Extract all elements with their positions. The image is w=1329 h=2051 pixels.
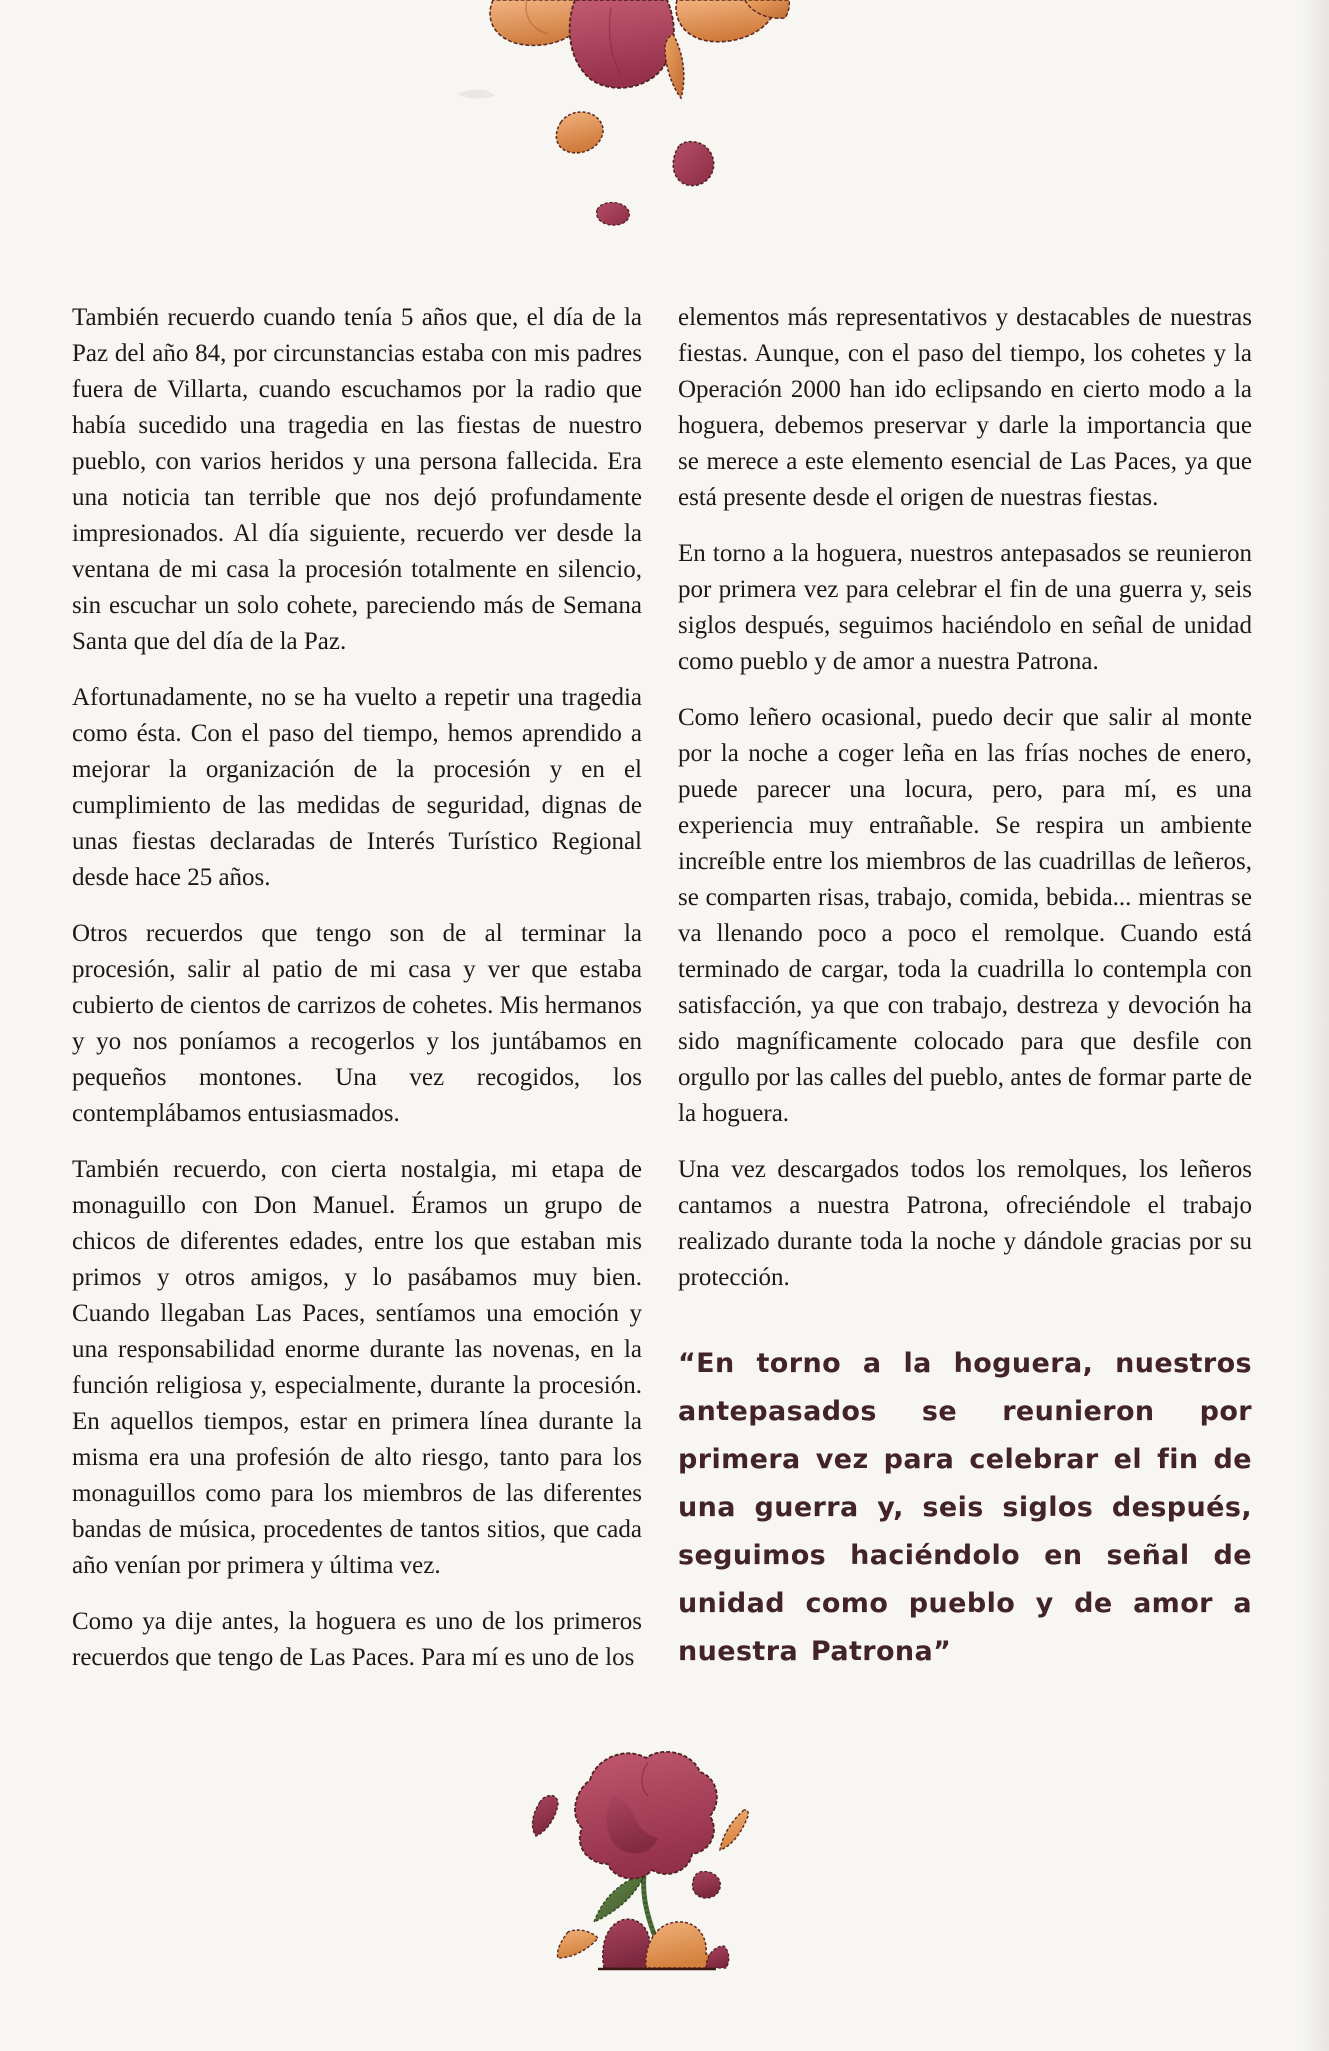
scan-edge-shadow [1301,0,1329,2051]
paragraph: También recuerdo cuando tenía 5 años que, el día de la Paz del año 84, por circunstancias estaba con mis padres fuera de Villarta, cuando escuchamos por la radio que había sucedido una tragedia en las fiestas de nuestro pueblo, con varios heridos y una persona fallecida. Era una noticia tan terrible que nos dejó profundamente impresionados. Al día siguiente, recuerdo ver desde la ventana de mi casa la procesión totalmente en silencio, sin escuchar un solo cohete, pareciendo más de Semana Santa que del día de la Paz. [72,304,642,655]
paragraph: También recuerdo, con cierta nostalgia, mi etapa de monaguillo con Don Manuel. Éramos un grupo de chicos de diferentes edades, entre los que estaban mis primos y otros amigos, y lo pasábamos muy bien. Cuando llegaban Las Paces, sentíamos una emoción y una responsabilidad enorme durante las novenas, en la función religiosa y, especialmente, durante la procesión. En aquellos tiempos, estar en primera línea durante la misma era una profesión de alto riesgo, tanto para los monaguillos como para los miembros de las diferentes bandas de música, procedentes de tantos sitios, que cada año venían por primera y última vez. [72,1156,642,1579]
paragraph: Como leñero ocasional, puedo decir que salir al monte por la noche a coger leña en las frías noches de enero, puede parecer una locura, pero, para mí, es una experiencia muy entrañable. Se respira un ambiente increíble entre los miembros de las cuadrillas de leñeros, se comparten risas, trabajo, comida, bebida... mientras se va llenando poco a poco el remolque. Cuando está terminado de cargar, toda la cuadrilla lo contempla con satisfacción, ya que con trabajo, destreza y devoción ha sido magníficamente colocado para que desfile con orgullo por las calles del pueblo, antes de formar parte de la hoguera. [678,704,1252,1127]
right-column [678,300,1252,1696]
paragraph: En torno a la hoguera, nuestros antepasados se reunieron por primera vez para celebrar el fin de una guerra y, seis siglos después, seguimos haciéndolo en señal de unidad como pueblo y de amor a nuestra Patrona. [678,540,1252,675]
paragraph: elementos más representativos y destacables de nuestras fiestas. Aunque, con el paso del tiempo, los cohetes y la Operación 2000 han ido eclipsando en cierto modo a la hoguera, debemos preservar y darle la importancia que se merece a este elemento esencial de Las Paces, ya que está presente desde el origen de nuestras fiestas. [678,304,1252,511]
bottom-flower-illustration [520,1740,780,1976]
left-column [72,300,642,1696]
top-flower-illustration [415,0,793,226]
paragraph: Afortunadamente, no se ha vuelto a repetir una tragedia como ésta. Con el paso del tiempo, hemos aprendido a mejorar la organización de la procesión y en el cumplimiento de las medidas de seguridad, dignas de unas fiestas declaradas de Interés Turístico Regional desde hace 25 años. [72,684,642,891]
paragraph: Otros recuerdos que tengo son de al terminar la procesión, salir al patio de mi casa y ver que estaba cubierto de cientos de carrizos de cohetes. Mis hermanos y yo nos poníamos a recogerlos y los juntábamos en pequeños montones. Una vez recogidos, los contemplábamos entusiasmados. [72,920,642,1127]
paragraph: Como ya dije antes, la hoguera es uno de los primeros recuerdos que tengo de Las Paces. Para mí es uno de los [72,1608,642,1671]
paragraph: Una vez descargados todos los remolques, los leñeros cantamos a nuestra Patrona, ofreciéndole el trabajo realizado durante toda la noche y dándole gracias por su protección. [678,1156,1252,1291]
pull-quote: “En torno a la hoguera, nuestros antepasados se reunieron por primera vez para celebrar el fin de una guerra y, seis siglos después, seguimos haciéndolo en señal de unidad como pueblo y de amor a nuestra Patrona” [678,1348,1252,1667]
